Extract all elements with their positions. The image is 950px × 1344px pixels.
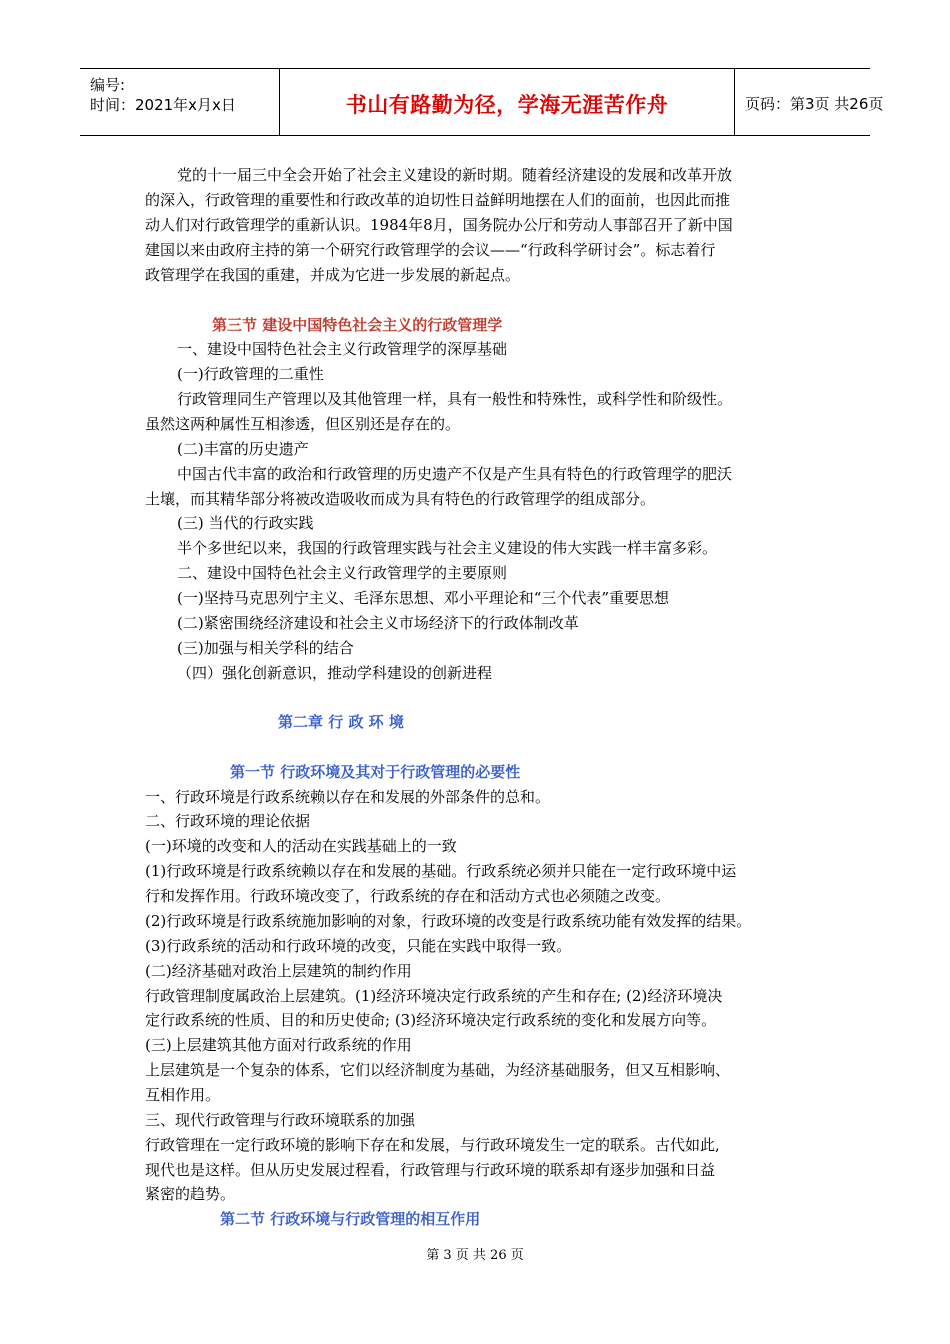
list-item: (二)紧密围绕经济建设和社会主义市场经济下的行政体制改革 (177, 614, 579, 632)
subheading: 一、建设中国特色社会主义行政管理学的深厚基础 (177, 340, 508, 358)
list-item: (三)加强与相关学科的结合 (177, 639, 354, 657)
paragraph-line: 紧密的趋势。 (145, 1185, 236, 1203)
paragraph-line: (2)行政环境是行政系统施加影响的对象，行政环境的改变是行政系统功能有效发挥的结果。 (145, 912, 752, 930)
paragraph-line: 定行政系统的性质、目的和历史使命; (3)经济环境决定行政系统的变化和发展方向等。 (145, 1011, 717, 1029)
document-number-label: 编号: (90, 76, 126, 94)
paragraph-line: 中国古代丰富的政治和行政管理的历史遗产不仅是产生具有特色的行政管理学的肥沃 (177, 465, 733, 483)
paragraph-line: 党的十一届三中全会开始了社会主义建设的新时期。随着经济建设的发展和改革开放 (177, 166, 733, 184)
paragraph-line: 行政管理同生产管理以及其他管理一样，具有一般性和特殊性，或科学性和阶级性。 (177, 390, 733, 408)
paragraph-line: 的深入，行政管理的重要性和行政改革的迫切性日益鲜明地摆在人们的面前，也因此而推 (145, 191, 731, 209)
paragraph-line: 行和发挥作用。行政环境改变了，行政系统的存在和活动方式也必须随之改变。 (145, 887, 671, 905)
list-item: (一)坚持马克思列宁主义、毛泽东思想、邓小平理论和“三个代表”重要思想 (177, 589, 670, 607)
subheading: 二、建设中国特色社会主义行政管理学的主要原则 (177, 564, 508, 582)
paragraph-line: 互相作用。 (145, 1086, 221, 1104)
section-heading: 第二节 行政环境与行政管理的相互作用 (220, 1210, 481, 1228)
section-heading: 第一节 行政环境及其对于行政管理的必要性 (230, 763, 521, 781)
subheading: (二)丰富的历史遗产 (177, 440, 309, 458)
subheading: (一)行政管理的二重性 (177, 365, 324, 383)
page-footer: 第 3 页 共 26 页 (426, 1248, 524, 1263)
paragraph-line: 半个多世纪以来，我国的行政管理实践与社会主义建设的伟大实践一样丰富多彩。 (177, 539, 718, 557)
paragraph-line: 行政管理制度属政治上层建筑。(1)经济环境决定行政系统的产生和存在; (2)经济环境决 (145, 987, 723, 1005)
paragraph-line: 上层建筑是一个复杂的体系，它们以经济制度为基础，为经济基础服务，但又互相影响、 (145, 1061, 731, 1079)
paragraph-line: 一、行政环境是行政系统赖以存在和发展的外部条件的总和。 (145, 788, 551, 806)
paragraph-line: 土壤，而其精华部分将被改造吸收而成为具有特色的行政管理学的组成部分。 (145, 490, 656, 508)
subheading: (二)经济基础对政治上层建筑的制约作用 (145, 962, 412, 980)
header-meta-cell (80, 69, 280, 135)
subheading: 二、行政环境的理论依据 (145, 812, 311, 830)
header-page-info: 页码：第3页 共26页 (745, 95, 884, 113)
paragraph-line: 政管理学在我国的重建，并成为它进一步发展的新起点。 (145, 266, 521, 284)
subheading: (三)上层建筑其他方面对行政系统的作用 (145, 1036, 412, 1054)
paragraph-line: 建国以来由政府主持的第一个研究行政管理学的会议——“行政科学研讨会”。标志着行 (145, 241, 716, 259)
paragraph-line: 虽然这两种属性互相渗透，但区别还是存在的。 (145, 415, 461, 433)
chapter-heading: 第二章 行 政 环 境 (278, 713, 404, 731)
paragraph-line: (1)行政环境是行政系统赖以存在和发展的基础。行政系统必须并只能在一定行政环境中运 (145, 862, 737, 880)
paragraph-line: 现代也是这样。但从历史发展过程看，行政管理与行政环境的联系却有逐步加强和日益 (145, 1161, 716, 1179)
subheading: 三、现代行政管理与行政环境联系的加强 (145, 1111, 416, 1129)
header-page-cell (735, 69, 884, 135)
list-item: （四）强化创新意识，推动学科建设的创新进程 (177, 664, 493, 682)
header-motto: 书山有路勤为径，学海无涯苦作舟 (345, 93, 669, 117)
section-heading: 第三节 建设中国特色社会主义的行政管理学 (212, 316, 503, 334)
header-motto-cell (280, 69, 735, 135)
paragraph-line: 行政管理在一定行政环境的影响下存在和发展，与行政环境发生一定的联系。古代如此, (145, 1136, 720, 1154)
paragraph-line: (3)行政系统的活动和行政环境的改变，只能在实践中取得一致。 (145, 937, 572, 955)
document-time-label: 时间：2021年x月x日 (90, 96, 236, 114)
subheading: (三) 当代的行政实践 (177, 514, 314, 532)
header-table (80, 68, 884, 136)
paragraph-line: 动人们对行政管理学的重新认识。1984年8月，国务院办公厅和劳动人事部召开了新中国 (145, 216, 733, 234)
subheading: (一)环境的改变和人的活动在实践基础上的一致 (145, 837, 457, 855)
